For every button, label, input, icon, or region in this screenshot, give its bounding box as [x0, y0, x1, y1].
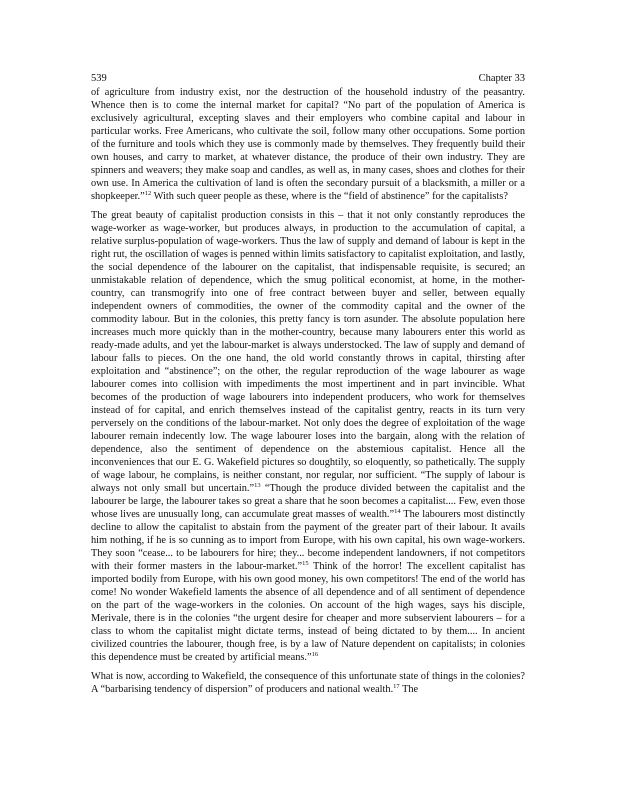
chapter-label: Chapter 33 [478, 73, 525, 84]
footnote-marker[interactable]: 15 [302, 560, 309, 567]
paragraph [91, 86, 525, 203]
footnote-marker[interactable]: 16 [311, 651, 319, 658]
text-run: What is now, according to Wakefield, the consequence of this unfortunate state of things in the colonies? A “barbarising tendency of dispersion” of producers and national wealth. [91, 671, 525, 695]
body-text [91, 86, 525, 696]
text-run: With such queer people as these, where is the “field of abstinence” for the capitalists? [151, 191, 508, 202]
text-run: The labourers most distinctly decline to allow the capitalist to abstain from the payment of the greater part of their labour. It avails him nothing, if he is so cunning as to import from Europe, with his own capital, his own wage-workers. They soon “cease... to be labourers for hire; they... become independent landowners, if not competitors with their former masters in the labour-market.” [91, 509, 525, 572]
text-run: “Though the produce divided between the capitalist and the labourer be large, the labourer takes so great a share that he soon becomes a capitalist.... Few, even those whose lives are unusually long, can accumulate great masses of wealth.” [91, 483, 525, 520]
footnote-marker[interactable]: 13 [254, 482, 261, 489]
paragraph [91, 209, 525, 664]
footnote-marker[interactable]: 12 [144, 190, 152, 197]
footnote-marker[interactable]: 17 [393, 683, 400, 690]
text-run: The [399, 684, 419, 695]
footnote-marker[interactable]: 14 [394, 508, 401, 515]
text-run: of agriculture from industry exist, nor the destruction of the household industry of the peasantry. Whence then is to come the internal market for capital? “No part of the population of America is exclusively agricultural, excepting slaves and their employers who combine capital and labour in particular works. Free Americans, who cultivate the soil, follow many other occupations. Some portion of the furniture and tools which they use is commonly made by themselves. They frequently build their own houses, and carry to market, at whatever distance, the produce of their own industry. They are spinners and weavers; they make soap and candles, as well as, in many cases, shoes and clothes for their own use. In America the cultivation of land is often the secondary pursuit of a blacksmith, a miller or a shopkeeper.” [91, 87, 525, 202]
paragraph [91, 670, 525, 696]
text-run: The great beauty of capitalist production consists in this – that it not only constantly reproduces the wage-worker as wage-worker, but produces always, in production to the accumulation of capital, a relative surplus-population of wage-workers. Thus the law of supply and demand of labour is kept in the right rut, the oscillation of wages is penned within limits satisfactory to capitalist exploitation, and lastly, the social dependence of the labourer on the capitalist, that indispensable requisite, is secured; an unmistakable relation of dependence, which the smug political economist, at home, in the mother-country, can transmogrify into one of free contract between buyer and seller, between equally independent owners of commodities, the owner of the commodity capital and the owner of the commodity labour. But in the colonies, this pretty fancy is torn asunder. The absolute population here increases much more quickly than in the mother-country, because many labourers enter this world as ready-made adults, and yet the labour-market is always understocked. The law of supply and demand of labour falls to pieces. On the one hand, the old world constantly throws in capital, thirsting after exploitation and “abstinence”; on the other, the regular reproduction of the wage labourer as wage labourer comes into collision with impediments the most impertinent and in part invincible. What becomes of the production of wage labourers into independent producers, who work for themselves instead of for capital, and enrich themselves instead of the capitalist gentry, reacts in its turn very perversely on the conditions of the labour-market. Not only does the degree of exploitation of the wage labourer remain indecently low. The wage labourer loses into the bargain, along with the relation of dependence, also the sentiment of dependence on the abstemious capitalist. Hence all the inconveniences that our E. G. Wakefield pictures so doughtily, so eloquently, so pathetically. The supply of wage labour, he complains, is neither constant, nor regular, nor sufficient. “The supply of labour is always not only small but uncertain.” [91, 210, 525, 494]
text-run: Think of the horror! The excellent capitalist has imported bodily from Europe, with his own good money, his own competitors! The end of the world has come! No wonder Wakefield laments the absence of all dependence and of all sentiment of dependence on the part of the wage-workers in the colonies. On account of the high wages, says his disciple, Merivale, there is in the colonies “the urgent desire for cheaper and more subservient labourers – for a class to whom the capitalist might dictate terms, instead of being dictated to by them.... In ancient civilized countries the labourer, though free, is by a law of Nature dependent on capitalists; in colonies this dependence must be created by artificial means.” [91, 561, 525, 663]
page-number: 539 [91, 73, 107, 84]
